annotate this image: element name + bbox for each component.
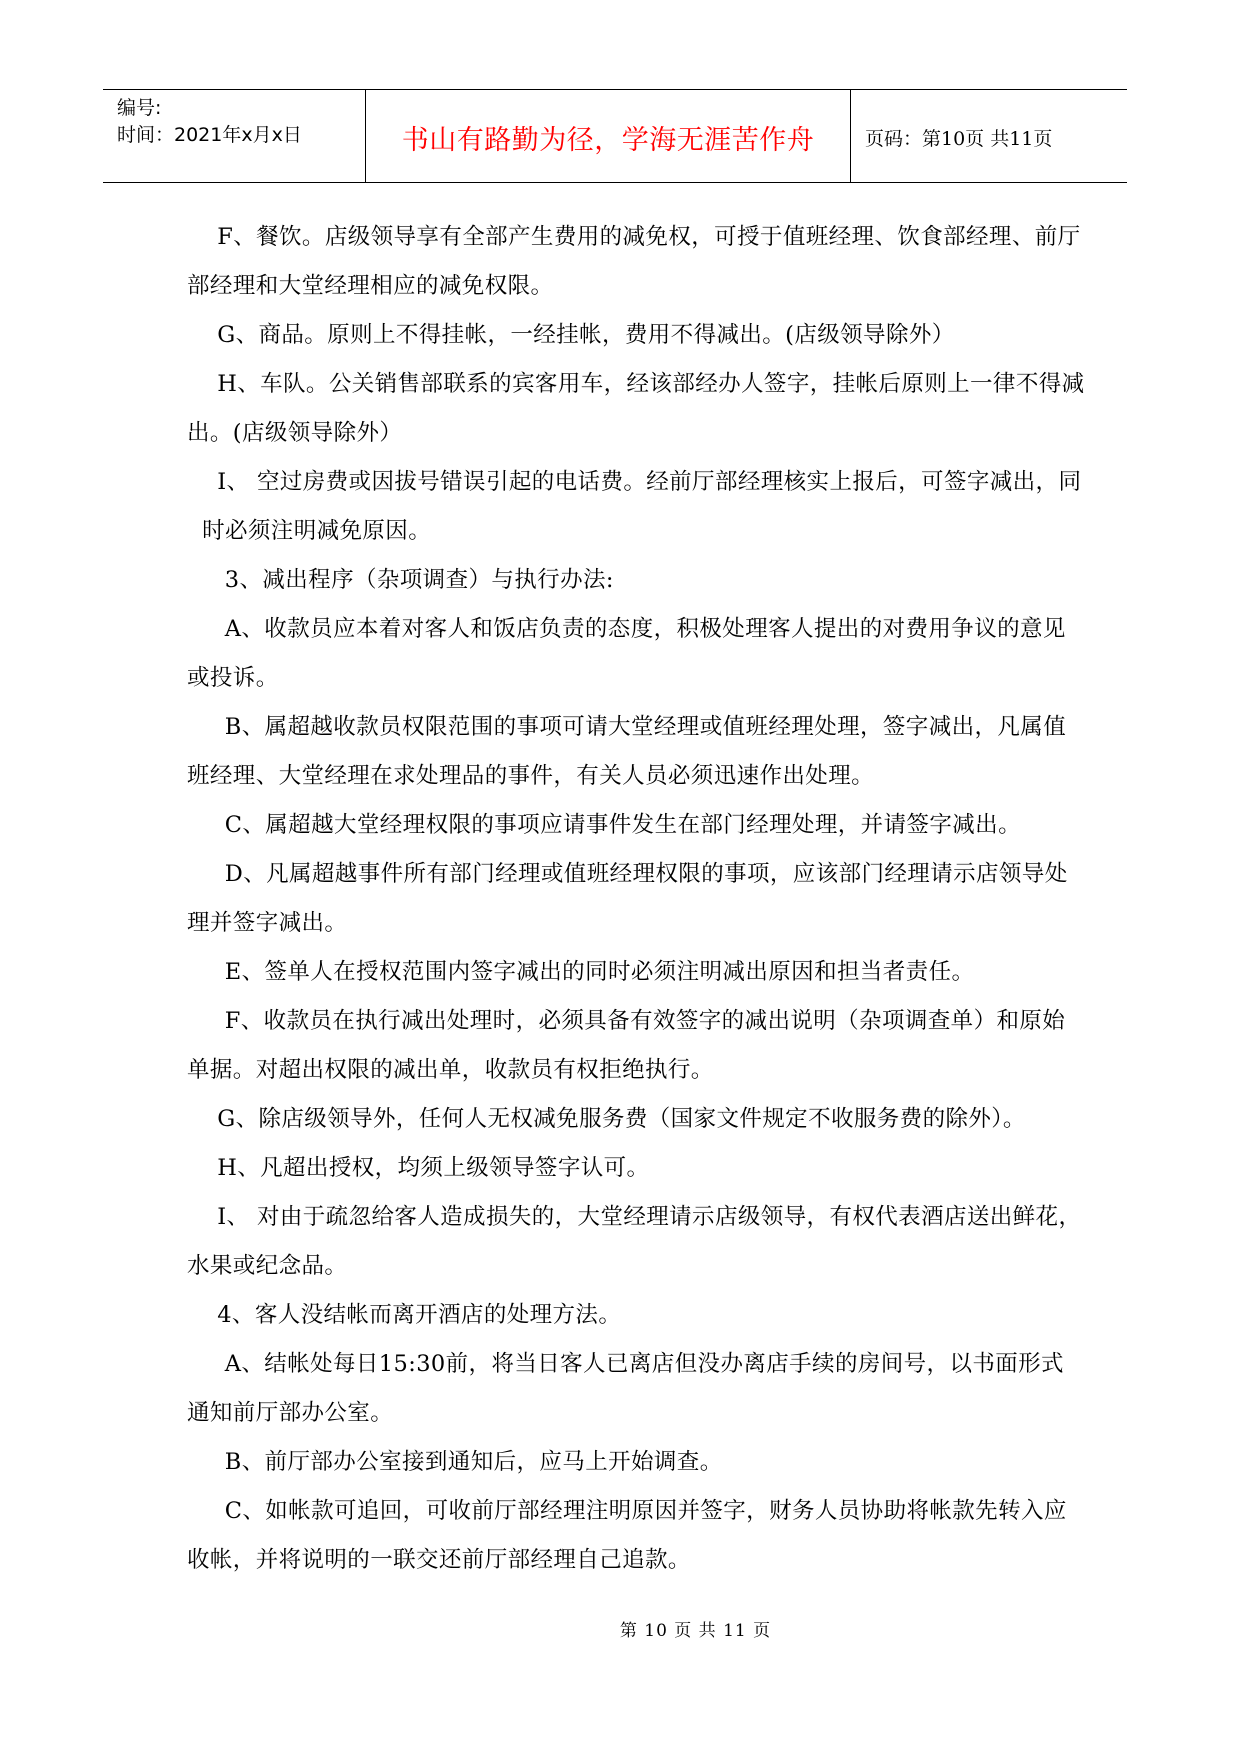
body-line: G、商品。原则上不得挂帐，一经挂帐，费用不得减出。(店级领导除外） xyxy=(187,322,955,348)
header-left-cell xyxy=(103,90,366,182)
document-header-table xyxy=(103,89,1127,183)
body-line: F、餐饮。店级领导享有全部产生费用的减免权，可授于值班经理、饮食部经理、前厅 xyxy=(187,224,1081,250)
body-line: G、除店级领导外，任何人无权减免服务费（国家文件规定不收服务费的除外）。 xyxy=(187,1106,1026,1132)
body-line: 4、客人没结帐而离开酒店的处理方法。 xyxy=(187,1302,622,1328)
body-line: 班经理、大堂经理在求处理品的事件，有关人员必须迅速作出处理。 xyxy=(187,763,875,789)
body-line: 时必须注明减免原因。 xyxy=(187,518,432,544)
body-line: 单据。对超出权限的减出单，收款员有权拒绝执行。 xyxy=(187,1057,714,1083)
body-line: D、凡属超越事件所有部门经理或值班经理权限的事项，应该部门经理请示店领导处 xyxy=(187,861,1068,887)
header-center-cell xyxy=(366,90,851,182)
body-line: C、属超越大堂经理权限的事项应请事件发生在部门经理处理，并请签字减出。 xyxy=(187,812,1021,838)
body-line: 理并签字减出。 xyxy=(187,910,348,936)
body-line: B、前厅部办公室接到通知后，应马上开始调查。 xyxy=(187,1449,723,1475)
body-line: 水果或纪念品。 xyxy=(187,1253,348,1279)
header-motto: 书山有路勤为径，学海无涯苦作舟 xyxy=(401,125,815,156)
body-line: H、凡超出授权，均须上级领导签字认可。 xyxy=(187,1155,650,1181)
body-line: 通知前厅部办公室。 xyxy=(187,1400,394,1426)
body-line: 出。(店级领导除外） xyxy=(187,420,403,446)
footer-page-number: 第 10 页 共 11 页 xyxy=(619,1621,772,1641)
body-line: I、 空过房费或因拔号错误引起的电话费。经前厅部经理核实上报后，可签字减出，同 xyxy=(187,469,1082,495)
body-line: 或投诉。 xyxy=(187,665,279,691)
body-line: 收帐，并将说明的一联交还前厅部经理自己追款。 xyxy=(187,1547,691,1573)
body-line: A、结帐处每日15:30前，将当日客人已离店但没办离店手续的房间号，以书面形式 xyxy=(187,1351,1064,1377)
document-body xyxy=(187,213,1157,1585)
body-line: C、如帐款可追回，可收前厅部经理注明原因并签字，财务人员协助将帐款先转入应 xyxy=(187,1498,1067,1524)
header-page-info: 页码：第10页 共11页 xyxy=(865,128,1053,150)
body-line: F、收款员在执行减出处理时，必须具备有效签字的减出说明（杂项调查单）和原始 xyxy=(187,1008,1066,1034)
header-right-cell xyxy=(851,90,1127,182)
body-line: H、车队。公关销售部联系的宾客用车，经该部经办人签字，挂帐后原则上一律不得减 xyxy=(187,371,1085,397)
body-line: B、属超越收款员权限范围的事项可请大堂经理或值班经理处理，签字减出，凡属值 xyxy=(187,714,1067,740)
body-line: E、签单人在授权范围内签字减出的同时必须注明减出原因和担当者责任。 xyxy=(187,959,975,985)
body-line: A、收款员应本着对客人和饭店负责的态度，积极处理客人提出的对费用争议的意见 xyxy=(187,616,1066,642)
body-line: 3、减出程序（杂项调查）与执行办法: xyxy=(187,567,614,593)
body-line: 部经理和大堂经理相应的减免权限。 xyxy=(187,273,554,299)
document-time-label: 时间：2021年x月x日 xyxy=(117,124,302,146)
body-line: I、 对由于疏忽给客人造成损失的，大堂经理请示店级领导，有权代表酒店送出鲜花， xyxy=(187,1204,1082,1230)
document-number-label: 编号: xyxy=(117,97,162,119)
page-footer xyxy=(0,1616,1241,1641)
